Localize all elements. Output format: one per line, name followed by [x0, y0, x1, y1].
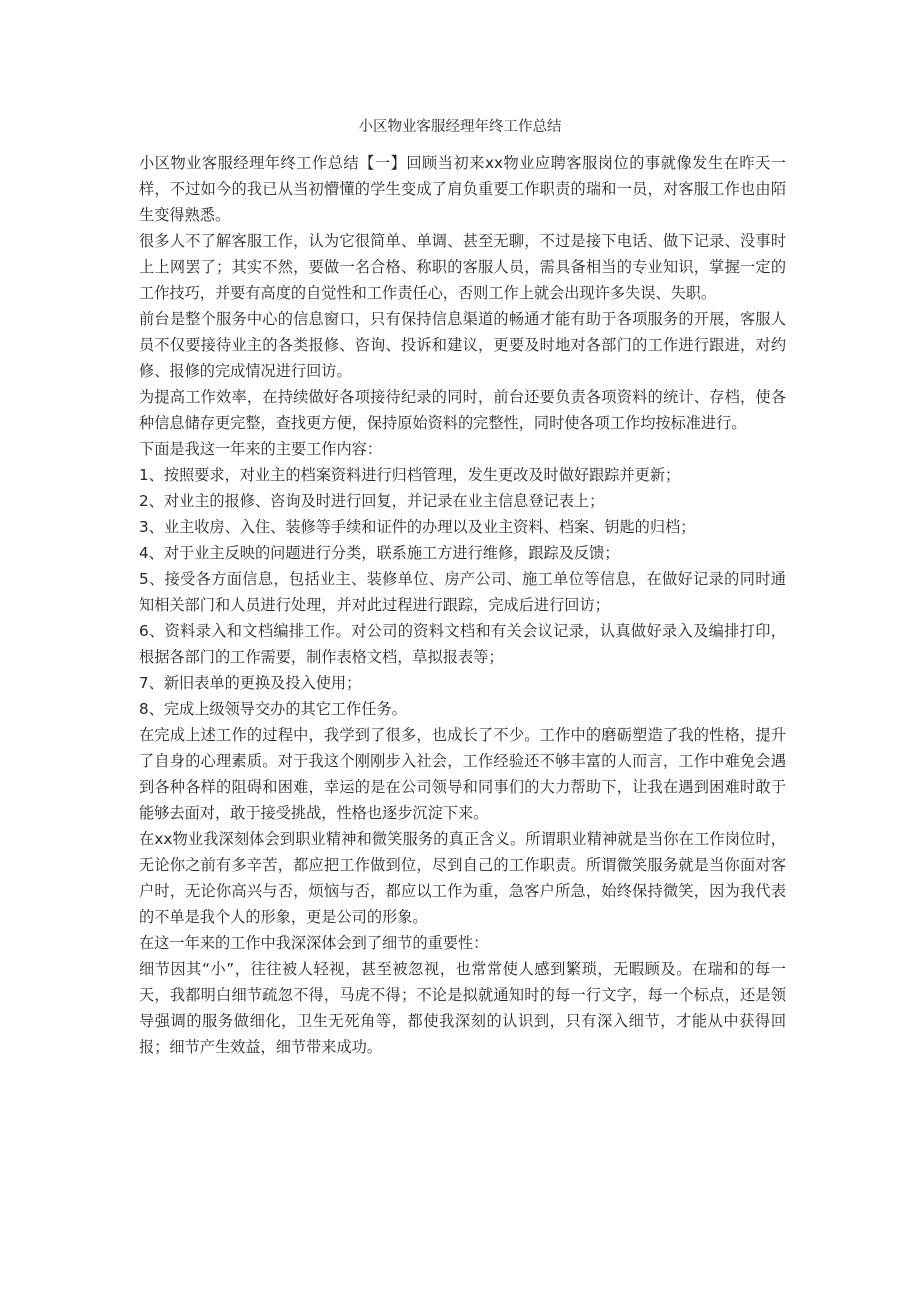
- list-item-7: 7、新旧表单的更换及投入使用；: [139, 674, 362, 692]
- list-item-4: 4、对于业主反映的问题进行分类，联系施工方进行维修，跟踪及反馈；: [139, 544, 620, 562]
- paragraph-intro: 小区物业客服经理年终工作总结【一】回顾当初来xx物业应聘客服岗位的事就像发生在昨天一样，不过如今的我已从当初懵懂的学生变成了肩负重要工作职责的瑞和一员，对客服工作也由陌生变得熟悉。: [139, 154, 786, 224]
- list-item-1: 1、按照要求，对业主的档案资料进行归档管理，发生更改及时做好跟踪并更新；: [139, 466, 681, 484]
- list-item-2: 2、对业主的报修、咨询及时进行回复，并记录在业主信息登记表上；: [139, 492, 605, 510]
- list-item-8: 8、完成上级领导交办的其它工作任务。: [139, 700, 407, 718]
- paragraph-work-intro: 下面是我这一年来的主要工作内容：: [139, 440, 382, 458]
- list-item-6: 6、资料录入和文档编排工作。对公司的资料文档和有关会议记录，认真做好录入及编排打印，根据各部门的工作需要，制作表格文档，草拟报表等；: [139, 622, 786, 666]
- paragraph-professionalism: 在xx物业我深刻体会到职业精神和微笑服务的真正含义。所谓职业精神就是当你在工作岗位时，无论你之前有多辛苦，都应把工作做到位，尽到自己的工作职责。所谓微笑服务就是当你面对客户时，无论你高兴与否，烦恼与否，都应以工作为重，急客户所急，始终保持微笑，因为我代表的不单是我个人的形象，更是公司的形象。: [139, 830, 786, 926]
- paragraph-details-intro: 在这一年来的工作中我深深体会到了细节的重要性：: [139, 934, 489, 952]
- list-item-3: 3、业主收房、入住、装修等手续和证件的办理以及业主资料、档案、钥匙的归档；: [139, 518, 696, 536]
- document-title: 小区物业客服经理年终工作总结: [358, 119, 562, 135]
- paragraph-efficiency: 为提高工作效率，在持续做好各项接待纪录的同时，前台还要负责各项资料的统计、存档，使各种信息储存更完整，查找更方便，保持原始资料的完整性，同时使各项工作均按标准进行。: [139, 388, 786, 432]
- paragraph-growth: 在完成上述工作的过程中，我学到了很多，也成长了不少。工作中的磨砺塑造了我的性格，提升了自身的心理素质。对于我这个刚刚步入社会，工作经验还不够丰富的人而言，工作中难免会遇到各种各样的阻碍和困难，幸运的是在公司领导和同事们的大力帮助下，让我在遇到困难时敢于能够去面对，敢于接受挑战，性格也逐步沉淀下来。: [139, 726, 786, 822]
- list-item-5: 5、接受各方面信息，包括业主、装修单位、房产公司、施工单位等信息，在做好记录的同时通知相关部门和人员进行处理，并对此过程进行跟踪，完成后进行回访；: [139, 570, 786, 614]
- paragraph-understanding: 很多人不了解客服工作，认为它很简单、单调、甚至无聊，不过是接下电话、做下记录、没事时上上网罢了；其实不然，要做一名合格、称职的客服人员，需具备相当的专业知识，掌握一定的工作技巧，并要有高度的自觉性和工作责任心，否则工作上就会出现许多失误、失职。: [139, 232, 786, 302]
- paragraph-front-desk: 前台是整个服务中心的信息窗口，只有保持信息渠道的畅通才能有助于各项服务的开展，客服人员不仅要接待业主的各类报修、咨询、投诉和建议，更要及时地对各部门的工作进行跟进，对约修、报修的完成情况进行回访。: [139, 310, 786, 380]
- paragraph-details: 细节因其“小”，往往被人轻视，甚至被忽视，也常常使人感到繁琐，无暇顾及。在瑞和的每一天，我都明白细节疏忽不得，马虎不得；不论是拟就通知时的每一行文字，每一个标点，还是领导强调的服务做细化，卫生无死角等，都使我深刻的认识到，只有深入细节，才能从中获得回报；细节产生效益，细节带来成功。: [139, 960, 786, 1056]
- document-body: [139, 150, 786, 1060]
